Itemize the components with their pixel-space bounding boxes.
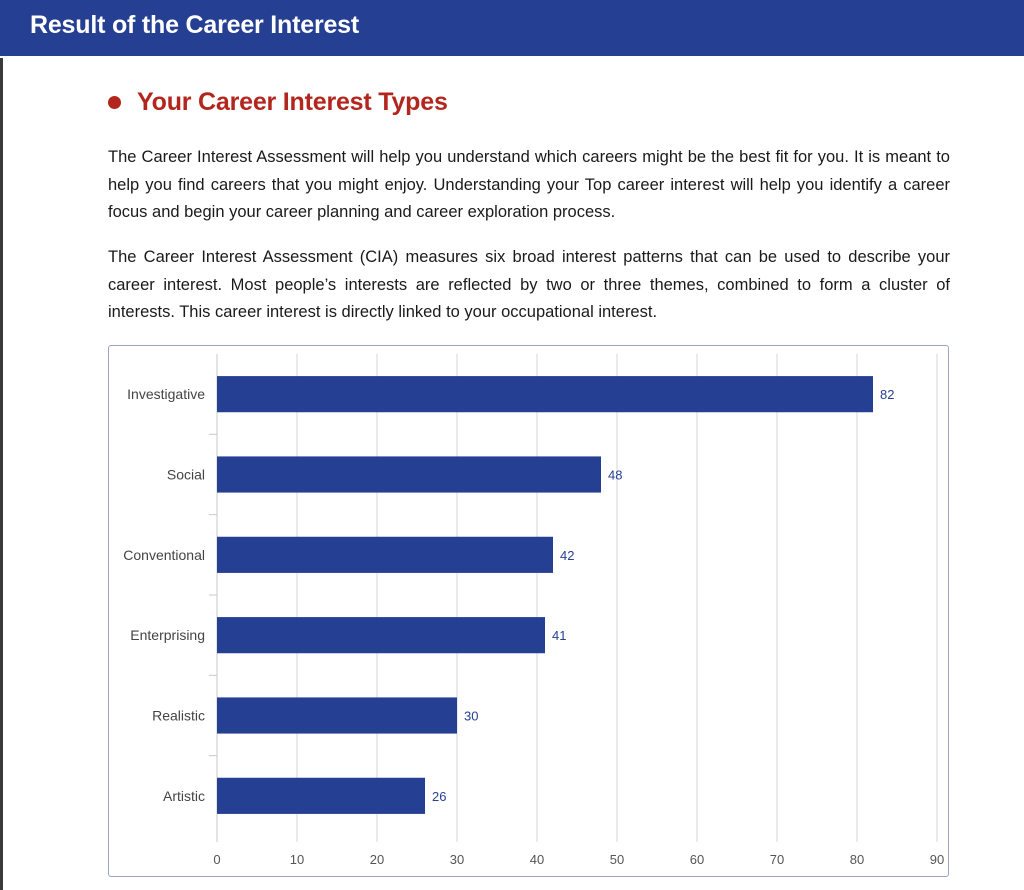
x-tick-label: 20 [369, 852, 385, 867]
data-label: 42 [560, 547, 575, 563]
bar-enterprising [217, 617, 545, 653]
x-tick-label: 30 [449, 852, 465, 867]
category-label: Investigative [127, 386, 205, 403]
bullet-icon [108, 96, 121, 109]
data-label: 41 [552, 628, 567, 644]
bar-artistic [217, 778, 425, 814]
category-label: Artistic [163, 787, 205, 804]
bar-conventional [217, 537, 553, 573]
x-tick-label: 70 [769, 852, 785, 867]
category-label: Conventional [123, 546, 205, 563]
left-edge-divider [0, 58, 3, 890]
bar-investigative [217, 376, 873, 412]
data-label: 30 [464, 708, 479, 724]
category-label: Realistic [152, 707, 205, 724]
x-tick-label: 0 [213, 852, 221, 867]
x-tick-label: 90 [929, 852, 945, 867]
bar-social [217, 456, 601, 492]
cia-paragraph: The Career Interest Assessment (CIA) measures six broad interest patterns that can be used to describe your career interest. Most people’s interests are reflected by two or three themes, combined to form a cluster of interests. This career interest is directly linked to your occupational interest. [108, 248, 950, 321]
x-tick-label: 50 [609, 852, 625, 867]
x-tick-label: 80 [849, 852, 865, 867]
section-title: Your Career Interest Types [137, 88, 448, 116]
x-tick-label: 40 [529, 852, 545, 867]
data-label: 82 [880, 387, 895, 403]
data-label: 26 [432, 788, 447, 804]
data-label: 48 [608, 467, 623, 483]
category-label: Social [166, 466, 205, 483]
chart-container [108, 345, 949, 877]
header-title: Result of the Career Interest [30, 11, 360, 39]
category-label: Enterprising [130, 627, 205, 644]
intro-paragraph: The Career Interest Assessment will help you understand which careers might be the best fit for you. It is meant to help you find careers that you might enjoy. Understanding your Top career interest will help you identify a career focus and begin your career planning and career exploration process. [108, 148, 950, 221]
bar-realistic [217, 697, 457, 733]
x-tick-label: 60 [689, 852, 705, 867]
section-heading [108, 88, 448, 117]
bar-chart [109, 346, 950, 878]
x-tick-label: 10 [289, 852, 305, 867]
header-bar [0, 0, 1024, 56]
